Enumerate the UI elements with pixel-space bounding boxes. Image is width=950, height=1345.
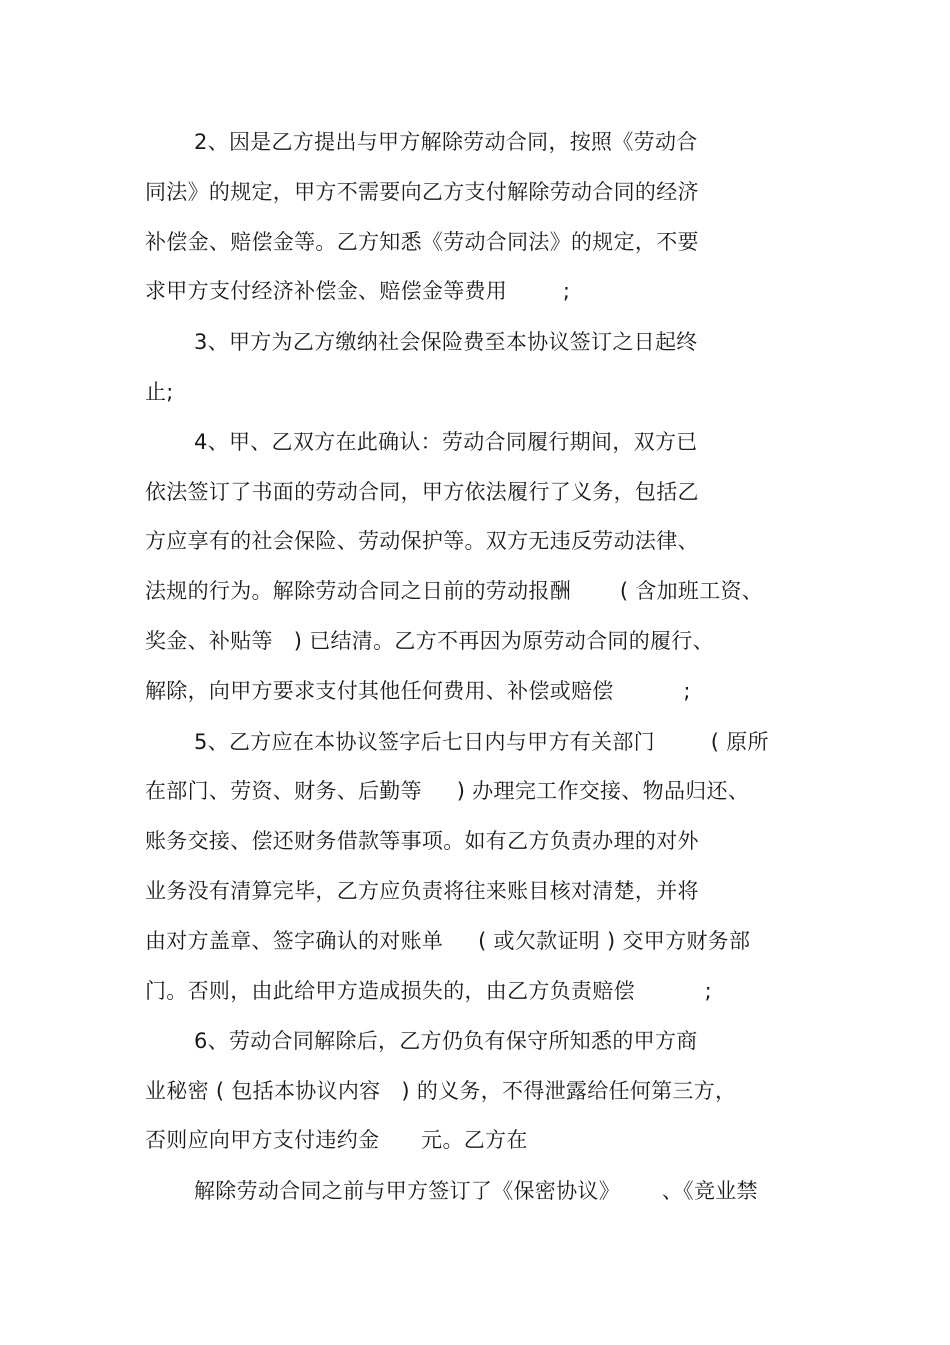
paragraph-2-line-2: 同法》的规定，甲方不需要向乙方支付解除劳动合同的经济 bbox=[145, 180, 699, 204]
paragraph-7-line-1: 解除劳动合同之前与甲方签订了《保密协议》 、《竞业禁 bbox=[194, 1179, 758, 1203]
paragraph-3-line-2: 止; bbox=[145, 380, 174, 404]
paragraph-5-line-3: 账务交接、偿还财务借款等事项。如有乙方负责办理的对外 bbox=[145, 829, 699, 853]
paragraph-4-line-2: 依法签订了书面的劳动合同，甲方依法履行了义务，包括乙 bbox=[145, 480, 699, 504]
paragraph-4-line-5: 奖金、补贴等 ) 已结清。乙方不再因为原劳动合同的履行、 bbox=[145, 629, 714, 653]
paragraph-6-line-2: 业秘密 ( 包括本协议内容 ) 的义务，不得泄露给任何第三方， bbox=[145, 1079, 737, 1103]
paragraph-5-line-6: 门。否则，由此给甲方造成损失的，由乙方负责赔偿 ; bbox=[145, 979, 713, 1003]
paragraph-4-line-6: 解除，向甲方要求支付其他任何费用、补偿或赔偿 ; bbox=[145, 679, 691, 703]
paragraph-5-line-2: 在部门、劳资、财务、后勤等 ) 办理完工作交接、物品归还、 bbox=[145, 779, 750, 803]
paragraph-4-line-4: 法规的行为。解除劳动合同之日前的劳动报酬 ( 含加班工资、 bbox=[145, 579, 764, 603]
paragraph-2-line-1: 2、因是乙方提出与甲方解除劳动合同，按照《劳动合 bbox=[194, 130, 698, 154]
paragraph-4-line-1: 4、甲、乙双方在此确认：劳动合同履行期间，双方已 bbox=[194, 430, 698, 454]
paragraph-2-line-4: 求甲方支付经济补偿金、赔偿金等费用 ; bbox=[145, 279, 571, 303]
paragraph-4-line-3: 方应享有的社会保险、劳动保护等。双方无违反劳动法律、 bbox=[145, 529, 699, 553]
paragraph-5-line-5: 由对方盖章、签字确认的对账单 ( 或欠款证明 ) 交甲方财务部 bbox=[145, 929, 751, 953]
paragraph-5-line-1: 5、乙方应在本协议签字后七日内与甲方有关部门 ( 原所 bbox=[194, 730, 769, 754]
paragraph-5-line-4: 业务没有清算完毕，乙方应负责将往来账目核对清楚，并将 bbox=[145, 879, 699, 903]
paragraph-3-line-1: 3、甲方为乙方缴纳社会保险费至本协议签订之日起终 bbox=[194, 330, 698, 354]
paragraph-6-line-3: 否则应向甲方支付违约金 元。乙方在 bbox=[145, 1128, 528, 1152]
paragraph-6-line-1: 6、劳动合同解除后，乙方仍负有保守所知悉的甲方商 bbox=[194, 1029, 698, 1053]
paragraph-2-line-3: 补偿金、赔偿金等。乙方知悉《劳动合同法》的规定，不要 bbox=[145, 230, 699, 254]
